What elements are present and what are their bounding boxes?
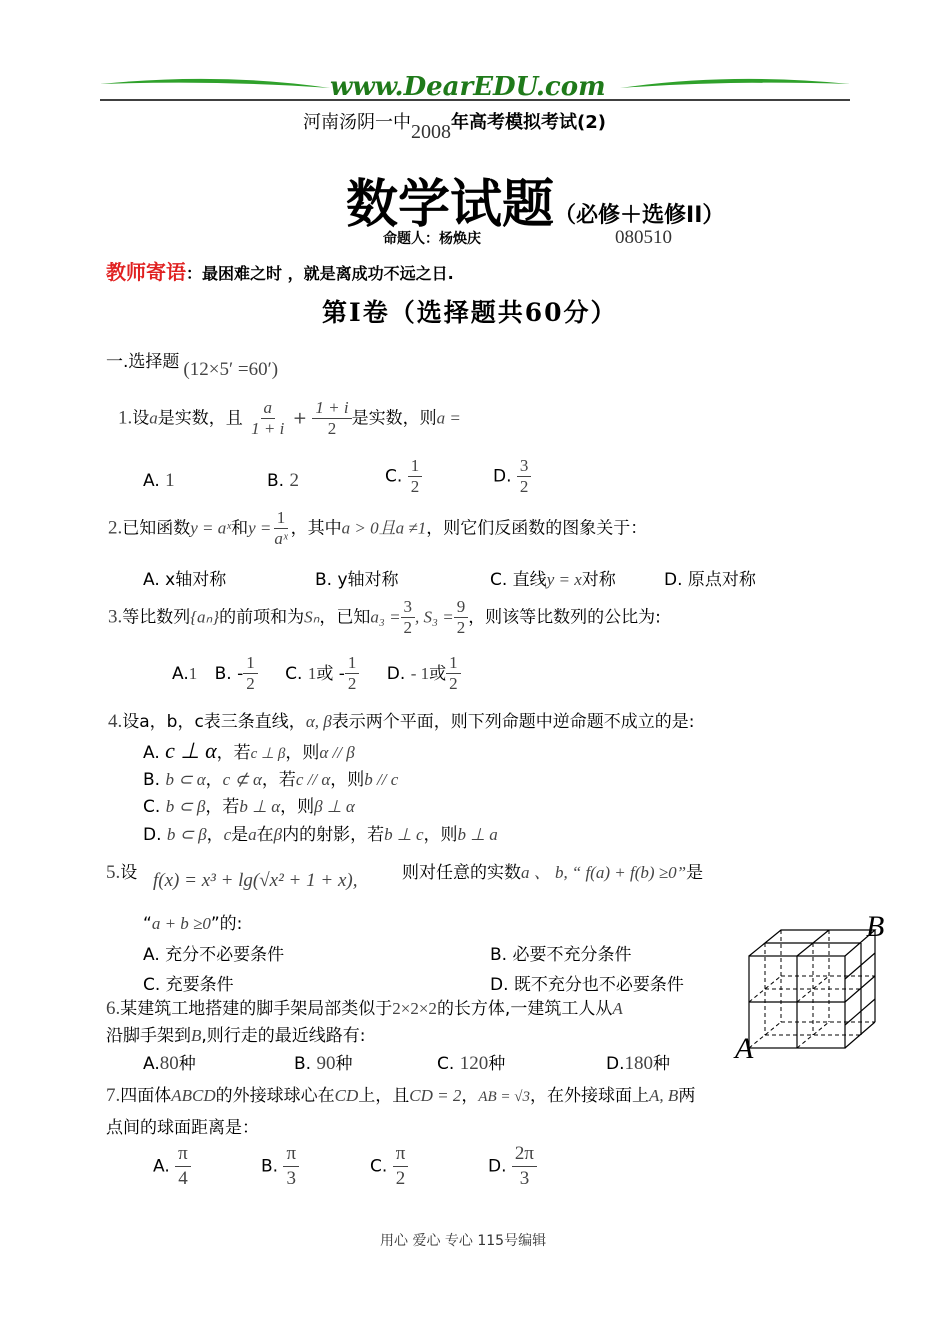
option-value: 1 xyxy=(188,663,198,683)
school-name xyxy=(303,108,606,143)
q3-text: 等比数列 xyxy=(122,607,191,628)
teacher-text: ：最困难之时 ，就是离成功不远之日. xyxy=(186,264,454,283)
option-text: 内的射影，若 xyxy=(282,825,385,845)
q5-text: 是 xyxy=(686,863,704,883)
option-value: 2 xyxy=(289,470,299,491)
option-value: - 1 xyxy=(410,663,430,683)
fraction-numerator: 3 xyxy=(517,456,532,477)
teacher-note xyxy=(106,256,454,285)
q2-func-2: y = xyxy=(248,518,272,538)
q5-stem-cont xyxy=(402,858,703,883)
q5-text: 则对任意的实数 xyxy=(402,863,521,883)
q6-point-a: A xyxy=(612,999,623,1018)
option-unit: 种 xyxy=(653,1054,670,1074)
fraction-denominator: 2 xyxy=(395,1168,406,1189)
q1-option-c[interactable] xyxy=(385,456,422,497)
q5-option-a[interactable]: A. 充分不必要条件 xyxy=(143,945,285,965)
q3-text: ，已知 xyxy=(319,607,371,628)
q2-number: 2. xyxy=(108,517,123,539)
option-label: A. xyxy=(143,471,160,491)
option-sign: - xyxy=(338,663,345,684)
q2-text: ，其中 xyxy=(290,518,342,539)
q3-option-c[interactable] xyxy=(285,653,359,693)
author: 命题人：杨焕庆 xyxy=(383,231,481,247)
option-math: b // c xyxy=(364,770,399,789)
q6-option-b[interactable] xyxy=(294,1049,352,1075)
q5-stem xyxy=(106,858,137,884)
q3-fraction-s3 xyxy=(454,597,469,638)
option-text: 或 xyxy=(429,663,447,684)
q7-length: AB = √3 xyxy=(478,1089,531,1105)
q3-sum: Sₙ xyxy=(304,607,320,627)
option-value: 90 xyxy=(316,1053,336,1074)
figure-label-a: A xyxy=(735,1032,754,1065)
q1-fraction-1 xyxy=(248,398,287,439)
fraction-numerator: 1 xyxy=(243,653,258,674)
q5-text: 设 xyxy=(120,863,138,883)
option-fraction xyxy=(283,1142,299,1191)
q5-option-c[interactable]: C. 充要条件 xyxy=(143,975,234,995)
section-label: 一.选择题 xyxy=(106,352,180,372)
option-label: B. xyxy=(294,1054,312,1074)
q7-option-c[interactable] xyxy=(370,1142,408,1191)
option-math: c ⊄ α xyxy=(222,770,262,789)
fraction-numerator: 1 xyxy=(408,456,423,477)
q2-func-1: y = aˣ xyxy=(190,518,232,538)
fraction-numerator: π xyxy=(283,1142,299,1167)
q6-text: 的长方体,一建筑工人从 xyxy=(436,999,613,1019)
exam-year: 2008 xyxy=(411,121,451,143)
volume-heading: 第Ⅰ卷（选择题共60分） xyxy=(322,298,618,327)
option-unit: 种 xyxy=(488,1054,506,1074)
option-text: C. 直线 xyxy=(490,570,547,590)
q2-option-a[interactable]: A. x轴对称 xyxy=(143,570,227,590)
option-fraction xyxy=(393,1142,409,1191)
fraction-denominator: 2 xyxy=(410,477,420,496)
option-label: B. xyxy=(261,1156,279,1177)
q2-text: 和 xyxy=(231,518,249,539)
q1-number: 1. xyxy=(118,407,133,429)
q7-text: 的外接球球心在 xyxy=(215,1086,335,1106)
q1-answer: a = xyxy=(436,408,461,428)
option-label: D. xyxy=(606,1054,625,1074)
q4-option-a[interactable] xyxy=(143,738,355,764)
option-text: ，若 xyxy=(216,743,251,763)
quote-open: “ xyxy=(143,914,152,934)
option-unit: 种 xyxy=(335,1054,353,1074)
q1-text: 是实数，且 xyxy=(157,408,243,429)
option-label: A. xyxy=(153,1156,170,1177)
q7-text: ， xyxy=(461,1086,479,1106)
q2-option-b[interactable]: B. y轴对称 xyxy=(315,570,399,590)
q5-option-b[interactable]: B. 必要不充分条件 xyxy=(490,945,632,965)
q3-option-b[interactable] xyxy=(214,653,258,693)
option-fraction xyxy=(345,653,360,694)
option-value: 180 xyxy=(624,1053,653,1074)
option-text: ，则 xyxy=(280,797,315,817)
option-math: b ⊥ c xyxy=(384,825,424,844)
option-label: C. xyxy=(370,1156,388,1177)
title-sub: （必修＋选修II） xyxy=(554,203,725,228)
fraction-numerator: 2π xyxy=(512,1142,537,1167)
q4-text: 表示两个平面，则下列命题中逆命题不成立的是: xyxy=(331,712,695,732)
option-fraction xyxy=(517,456,532,497)
q3-sequence: {aₙ} xyxy=(190,607,220,627)
q2-fraction xyxy=(271,508,290,549)
fraction-denominator: 2 xyxy=(327,419,337,438)
q7-option-a[interactable] xyxy=(153,1142,191,1191)
q5-text: ”的: xyxy=(210,914,243,934)
q6-point-b: B xyxy=(191,1026,202,1045)
q3-options xyxy=(172,653,461,694)
q3-s3: , S₃ = xyxy=(415,607,454,627)
q7-option-b[interactable] xyxy=(261,1142,299,1191)
option-math: c // α xyxy=(295,770,331,789)
option-text: ，若 xyxy=(261,770,296,790)
q4-option-d[interactable] xyxy=(143,820,498,845)
option-label: A. xyxy=(172,663,189,684)
option-math: a xyxy=(248,825,257,844)
q1-text: 是实数，则 xyxy=(351,408,437,429)
option-unit: 种 xyxy=(178,1054,196,1074)
option-text: 在 xyxy=(256,825,274,845)
option-label: C. xyxy=(143,797,161,817)
q1-option-b[interactable] xyxy=(267,470,299,492)
option-fraction xyxy=(175,1142,191,1191)
option-text: ，则 xyxy=(330,770,365,790)
option-math: β xyxy=(273,825,283,844)
q3-text: ，则该等比数列的公比为: xyxy=(468,607,661,628)
q3-a3: a₃ = xyxy=(370,607,401,627)
fraction-numerator: π xyxy=(175,1142,191,1167)
section-score: (12×5′ =60′) xyxy=(183,359,279,380)
q3-stem xyxy=(108,597,661,638)
q6-option-a[interactable] xyxy=(143,1049,196,1075)
option-label: B. xyxy=(143,770,161,790)
option-label: D. xyxy=(386,663,406,684)
option-math: b ⊥ α xyxy=(239,797,281,816)
q2-option-d[interactable]: D. 原点对称 xyxy=(664,570,756,590)
q5-stem-line2 xyxy=(143,909,242,934)
option-math: c ⊥ α xyxy=(165,738,217,763)
q1-option-a[interactable] xyxy=(143,470,175,492)
exam-code: 080510 xyxy=(615,227,672,248)
q7-points: A, B xyxy=(649,1086,679,1105)
option-label: C. xyxy=(437,1054,455,1074)
q1-fraction-2 xyxy=(312,398,351,439)
q6-option-c[interactable] xyxy=(437,1049,505,1075)
q5-vars: a 、 b, xyxy=(521,863,568,882)
option-label: B. - xyxy=(214,663,244,684)
option-fraction xyxy=(243,653,258,694)
option-text: ，则 xyxy=(423,825,458,845)
option-text: ， xyxy=(206,825,224,845)
option-label: D. xyxy=(488,1156,507,1177)
q5-condition: “ f(a) + f(b) ≥0” xyxy=(571,863,687,882)
option-label: C. xyxy=(285,663,303,684)
fraction-denominator: 2 xyxy=(347,674,357,693)
fraction-numerator: 9 xyxy=(454,597,469,618)
option-label: A. xyxy=(143,743,160,763)
q4-number: 4. xyxy=(108,711,123,732)
q3-fraction-a3 xyxy=(401,597,416,638)
fraction-denominator: 2 xyxy=(449,674,458,693)
option-fraction xyxy=(512,1142,537,1191)
option-math: b ⊥ a xyxy=(457,825,498,844)
q3-option-d[interactable] xyxy=(386,653,461,693)
q7-option-d[interactable] xyxy=(488,1142,537,1191)
q6-text: 某建筑工地搭建的脚手架局部类似于 xyxy=(120,999,393,1019)
q1-plus: + xyxy=(292,408,308,429)
q7-segment: CD xyxy=(334,1086,359,1105)
title-main: 数学试题 xyxy=(346,174,555,235)
fraction-denominator: 2 xyxy=(246,674,255,693)
option-label: C. xyxy=(385,466,403,487)
option-fraction xyxy=(446,653,461,694)
option-fraction xyxy=(408,456,423,497)
q6-text: 沿脚手架到 xyxy=(106,1026,191,1046)
q7-length: CD = 2 xyxy=(409,1086,462,1105)
q7-text: ，在外接球面上 xyxy=(530,1086,650,1106)
q6-number: 6. xyxy=(106,998,121,1019)
q7-stem-line2: 点间的球面距离是： xyxy=(106,1118,259,1138)
option-text: 对称 xyxy=(581,570,616,590)
fraction-numerator: a xyxy=(261,398,276,419)
option-math: b ⊂ β xyxy=(166,825,207,844)
option-label: D. xyxy=(493,466,512,487)
q2-text: ，则它们反函数的图象关于： xyxy=(426,518,648,539)
fraction-denominator: 1 + i xyxy=(251,419,285,438)
q1-var: a xyxy=(149,408,158,428)
fraction-denominator: 4 xyxy=(178,1168,188,1189)
fraction-numerator: 1 xyxy=(274,508,289,529)
option-value: 80 xyxy=(159,1053,179,1074)
fraction-denominator: 2 xyxy=(519,477,529,496)
q1-option-d[interactable] xyxy=(493,456,531,497)
q7-text: 四面体 xyxy=(120,1086,172,1106)
section-heading xyxy=(106,347,279,380)
q2-text: 已知函数 xyxy=(122,518,191,539)
option-math: b ⊂ β xyxy=(165,797,206,816)
option-value: 1 xyxy=(307,663,317,683)
q1-text: 设 xyxy=(132,408,150,429)
q7-stem xyxy=(106,1081,695,1107)
q6-dimensions: 2×2×2 xyxy=(392,999,437,1018)
option-value: 1 xyxy=(165,470,175,491)
q2-option-c[interactable] xyxy=(490,565,616,590)
q4-planes: α, β xyxy=(305,712,332,731)
q7-text: 两 xyxy=(678,1086,696,1106)
exam-name: 年高考模拟考试(2) xyxy=(451,112,606,133)
fraction-numerator: 1 + i xyxy=(312,398,351,419)
q6-stem-line2 xyxy=(106,1021,366,1046)
page-footer: 用心 爱心 专心 115号编辑 xyxy=(380,1233,547,1249)
option-label: B. xyxy=(267,471,285,491)
q4-option-c[interactable] xyxy=(143,792,355,817)
q3-number: 3. xyxy=(108,606,123,628)
figure-label-b: B xyxy=(866,910,885,943)
q2-condition: a > 0且a ≠1 xyxy=(341,518,427,538)
option-text: ， xyxy=(205,770,223,790)
fraction-numerator: 3 xyxy=(401,597,416,618)
q7-text: 上，且 xyxy=(358,1086,410,1106)
q5-function: f(x) = x³ + lg(√x² + 1 + x), xyxy=(153,870,358,891)
option-math: c ⊥ β xyxy=(250,746,286,762)
option-text: ，则 xyxy=(285,743,320,763)
q6-stem xyxy=(106,994,623,1020)
q4-stem xyxy=(108,707,694,733)
option-value: 120 xyxy=(459,1053,489,1074)
school-label: 河南汤阴一中 xyxy=(303,112,411,133)
fraction-denominator: 2 xyxy=(403,618,413,637)
teacher-label: 教师寄语 xyxy=(106,260,186,284)
site-url[interactable]: www.DearEDU.com xyxy=(330,72,606,102)
fraction-numerator: π xyxy=(393,1142,409,1167)
option-math: y = x xyxy=(546,570,582,589)
q4-option-b[interactable] xyxy=(143,765,398,790)
q3-text: 的前项和为 xyxy=(219,607,305,628)
option-text: 或 xyxy=(316,663,334,684)
q6-text: ,则行走的最近线路有: xyxy=(201,1026,366,1046)
q5-number: 5. xyxy=(106,862,121,883)
fraction-denominator: 2 xyxy=(456,618,466,637)
option-math: α // β xyxy=(319,743,355,762)
option-text: 是 xyxy=(231,825,249,845)
page-title xyxy=(346,162,724,237)
fraction-numerator: 1 xyxy=(345,653,360,674)
q7-tetrahedron: ABCD xyxy=(171,1086,216,1105)
q3-option-a[interactable] xyxy=(172,664,197,684)
option-math: β ⊥ α xyxy=(314,797,355,816)
fraction-denominator: aˣ xyxy=(274,529,288,548)
q4-text: 设a，b，c表三条直线， xyxy=(122,712,306,732)
q7-number: 7. xyxy=(106,1085,121,1106)
fraction-numerator: 1 xyxy=(446,653,461,674)
q5-condition-2: a + b ≥0 xyxy=(151,914,211,933)
option-label: A. xyxy=(143,1054,160,1074)
q2-stem xyxy=(108,508,647,549)
q1-stem xyxy=(118,398,461,439)
q6-option-d[interactable] xyxy=(606,1049,670,1075)
option-math: b ⊂ α xyxy=(165,770,206,789)
fraction-denominator: 3 xyxy=(286,1168,297,1189)
option-math: c xyxy=(223,825,232,844)
option-text: ，若 xyxy=(205,797,240,817)
option-label: D. xyxy=(143,825,162,845)
q5-option-d[interactable]: D. 既不充分也不必要条件 xyxy=(490,975,684,995)
fraction-denominator: 3 xyxy=(519,1168,530,1189)
